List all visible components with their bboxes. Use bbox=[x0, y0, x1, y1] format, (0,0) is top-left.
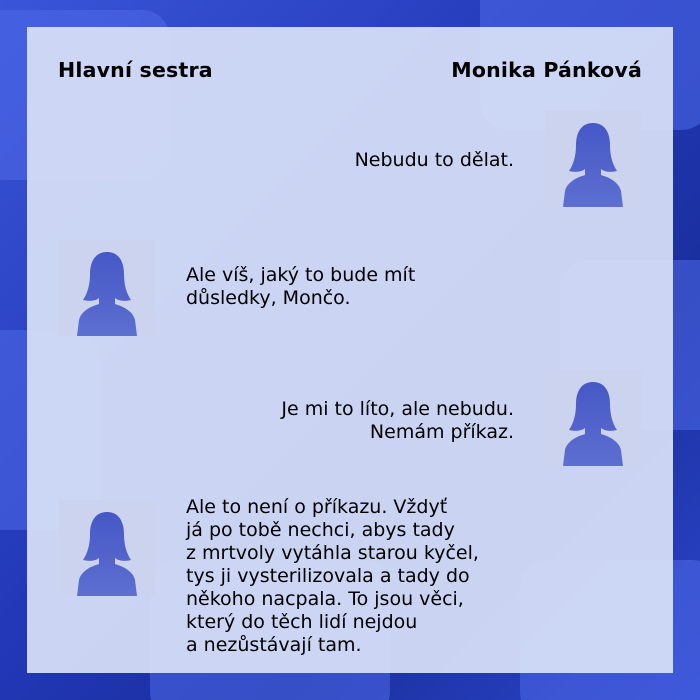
person-silhouette-icon bbox=[59, 500, 155, 596]
message-line: a nezůstávají tam. bbox=[186, 634, 362, 656]
message-line: Ale víš, jaký to bude mít bbox=[186, 264, 416, 286]
message-line: já po tobě nechci, abys tady bbox=[186, 519, 455, 541]
avatar-hlavni-sestra bbox=[59, 240, 155, 336]
message-line: Je mi to líto, ale nebudu. bbox=[281, 398, 514, 420]
avatar-hlavni-sestra bbox=[59, 500, 155, 596]
message-line: Nebudu to dělat. bbox=[354, 149, 514, 171]
avatar-monika bbox=[545, 111, 641, 207]
message-line: z mrtvoly vytáhla starou kyčel, bbox=[186, 542, 479, 564]
speaker-name-right: Monika Pánková bbox=[451, 58, 642, 82]
person-silhouette-icon bbox=[545, 370, 641, 466]
message-4 bbox=[186, 496, 479, 657]
avatar-monika bbox=[545, 370, 641, 466]
message-line: který do těch lidí nejdou bbox=[186, 611, 418, 633]
message-line: někoho nacpala. To jsou věci, bbox=[186, 588, 464, 610]
person-silhouette-icon bbox=[545, 111, 641, 207]
message-line: Ale to není o příkazu. Vždyť bbox=[186, 496, 448, 518]
message-line: důsledky, Mončo. bbox=[186, 287, 351, 309]
message-line: tys ji vysterilizovala a tady do bbox=[186, 565, 470, 587]
message-3 bbox=[281, 398, 514, 444]
message-1 bbox=[355, 149, 514, 172]
speaker-name-left: Hlavní sestra bbox=[58, 58, 213, 82]
person-silhouette-icon bbox=[59, 240, 155, 336]
message-2 bbox=[186, 264, 415, 310]
message-line: Nemám příkaz. bbox=[369, 421, 514, 443]
